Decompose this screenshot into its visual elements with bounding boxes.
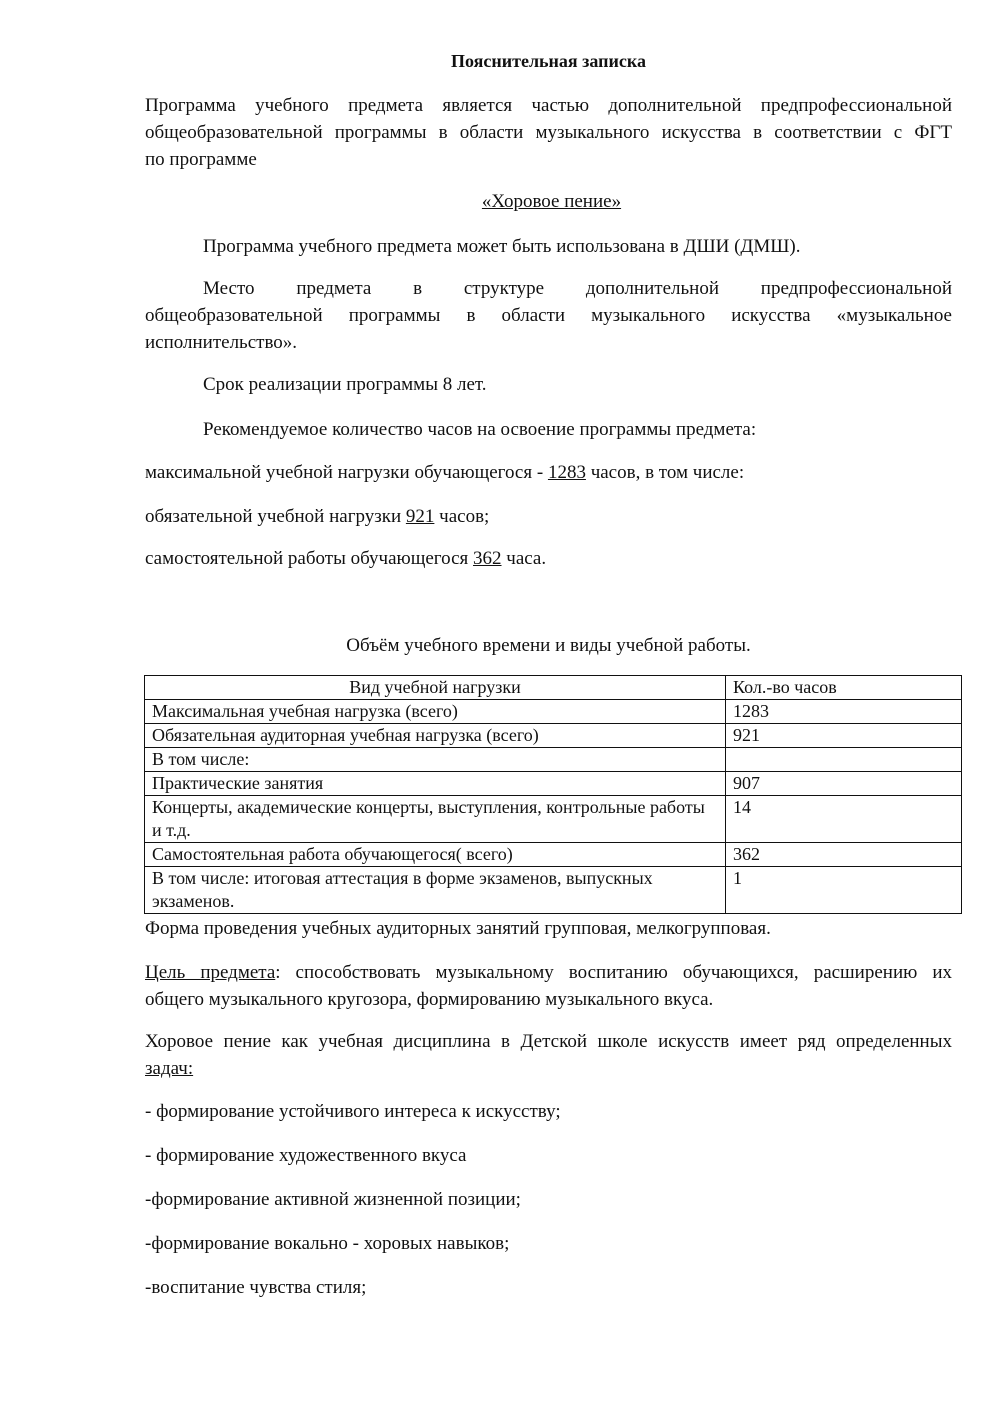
form-text: Форма проведения учебных аудиторных занятий групповая, мелкогрупповая. — [145, 918, 771, 939]
cell: Практические занятия — [145, 772, 726, 796]
usage-text: Программа учебного предмета может быть использована в ДШИ (ДМШ). — [203, 236, 801, 257]
cell: Самостоятельная работа обучающегося( всего) — [145, 843, 726, 867]
task-item: - формирование художественного вкуса — [145, 1145, 467, 1166]
header-cell: Кол.-во часов — [726, 676, 962, 700]
cell: В том числе: итоговая аттестация в форме экзаменов, выпускных экзаменов. — [145, 867, 726, 914]
cell: 1283 — [726, 700, 962, 724]
cell: 362 — [726, 843, 962, 867]
table-row — [145, 772, 962, 796]
goal-line: Цель предмета: способствовать музыкальному воспитанию обучающихся, расширению их — [145, 962, 952, 983]
table-header-row — [145, 676, 962, 700]
task-item: -формирование вокально - хоровых навыков; — [145, 1233, 510, 1254]
cell: Концерты, академические концерты, выступления, контрольные работы и т.д. — [145, 796, 726, 843]
table-row — [145, 748, 962, 772]
cell: Обязательная аудиторная учебная нагрузка (всего) — [145, 724, 726, 748]
cell: 907 — [726, 772, 962, 796]
table-title: Объём учебного времени и виды учебной работы. — [346, 635, 751, 656]
table-row — [145, 724, 962, 748]
hours-required: обязательной учебной нагрузки 921 часов; — [145, 506, 490, 527]
hours-table — [144, 675, 962, 914]
program-name: «Хоровое пение» — [481, 191, 622, 212]
cell: 921 — [726, 724, 962, 748]
header-cell: Вид учебной нагрузки — [145, 676, 726, 700]
tasks-intro-label: задач: — [145, 1058, 194, 1079]
cell: В том числе: — [145, 748, 726, 772]
intro-line: общеобразовательной программы в области музыкального искусства в соответствии с ФГТ — [145, 122, 952, 143]
hours-self: самостоятельной работы обучающегося 362 часа. — [145, 548, 547, 569]
cell: 1 — [726, 867, 962, 914]
cell — [726, 748, 962, 772]
place-line: Место предмета в структуре дополнительной предпрофессиональной — [203, 278, 952, 299]
cell: 14 — [726, 796, 962, 843]
tasks-intro-line: Хоровое пение как учебная дисциплина в Детской школе искусств имеет ряд определенных — [145, 1031, 952, 1052]
place-line: общеобразовательной программы в области музыкального искусства «музыкальное — [145, 305, 952, 326]
table-row — [145, 867, 962, 914]
task-item: -формирование активной жизненной позиции; — [145, 1189, 521, 1210]
page-title: Пояснительная записка — [450, 51, 646, 71]
hours-max: максимальной учебной нагрузки обучающегося - 1283 часов, в том числе: — [145, 462, 745, 483]
table-row — [145, 700, 962, 724]
goal-line: общего музыкального кругозора, формированию музыкального вкуса. — [145, 989, 714, 1010]
duration-text: Срок реализации программы 8 лет. — [203, 374, 487, 395]
intro-line: Программа учебного предмета является частью дополнительной предпрофессиональной — [145, 95, 952, 116]
table-row — [145, 843, 962, 867]
hours-intro: Рекомендуемое количество часов на освоение программы предмета: — [203, 419, 757, 440]
task-item: - формирование устойчивого интереса к искусству; — [145, 1101, 561, 1122]
cell: Максимальная учебная нагрузка (всего) — [145, 700, 726, 724]
intro-line: по программе — [145, 149, 257, 170]
task-item: -воспитание чувства стиля; — [145, 1277, 367, 1298]
table-row — [145, 796, 962, 843]
place-line: исполнительство». — [145, 332, 298, 353]
